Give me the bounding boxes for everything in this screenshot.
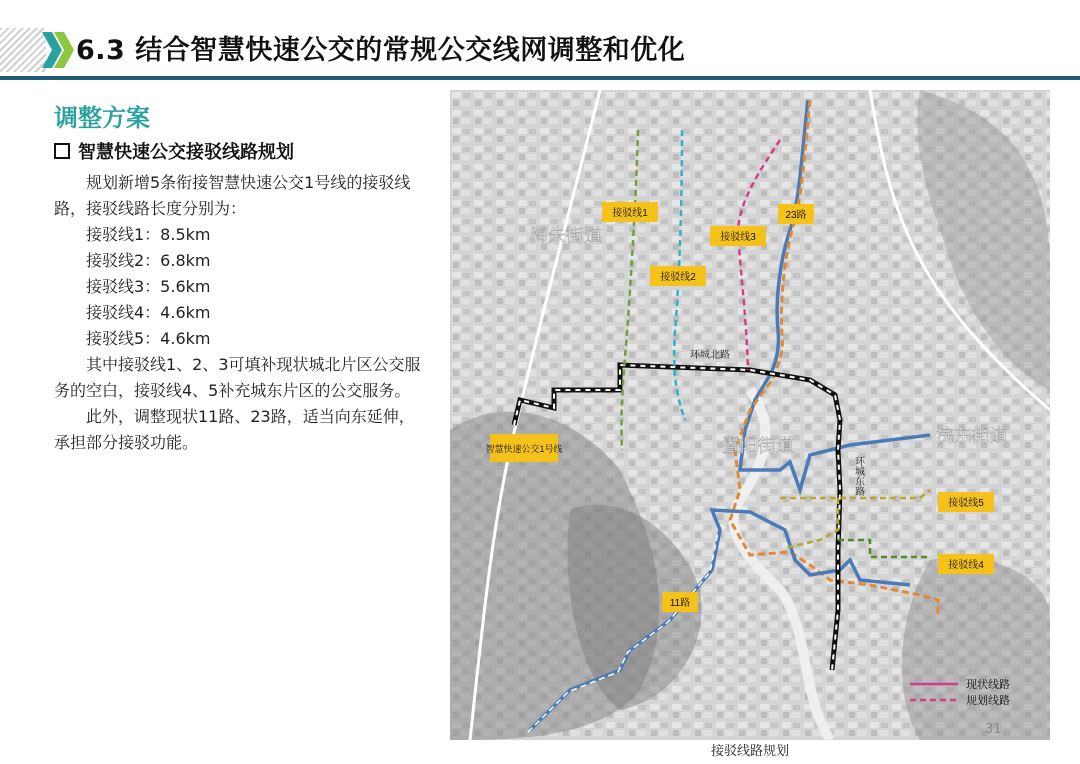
map-caption: 接驳线路规划 — [710, 744, 789, 759]
label-feeder-line-1-text: 接驳线1 — [612, 208, 648, 219]
legend-planned-label: 规划线路 — [966, 695, 1010, 707]
route-map-svg — [450, 90, 1050, 740]
spec-line-3: 接驳线3：5.6km — [86, 277, 211, 296]
label-feeder-line-5 — [938, 492, 994, 512]
header-chevron-icon — [40, 28, 76, 72]
spec-line-5: 接驳线5：4.6km — [86, 329, 211, 348]
district-label-jiyang: 暨阳街道 — [722, 436, 794, 456]
road-label-huancheng-east-text: 环城东路 — [852, 456, 864, 496]
district-label-huandong: 浣东街道 — [936, 426, 1008, 446]
label-brt-line-1-text: 智慧快速公交1号线 — [485, 444, 563, 454]
road-label-huancheng-east — [853, 456, 865, 497]
mountain-area-southeast — [902, 558, 1050, 741]
checkbox-square-icon — [54, 143, 70, 159]
adjustment-paragraph: 此外，调整现状11路、23路，适当向东延伸，承担部分接驳功能。 — [54, 407, 415, 452]
subsection-title — [54, 138, 294, 164]
label-route-11-text: 11路 — [669, 598, 691, 609]
intro-paragraph: 规划新增5条衔接智慧快速公交1号线的接驳线路，接驳线路长度分别为： — [54, 173, 411, 218]
label-route-23 — [778, 204, 814, 224]
spec-line-2: 接驳线2：6.8km — [86, 251, 211, 270]
road-label-huancheng-north: 环城北路 — [690, 350, 730, 361]
label-feeder-line-2-text: 接驳线2 — [660, 272, 696, 283]
page-title: 6.3 结合智慧快速公交的常规公交线网调整和优化 — [76, 35, 686, 66]
section-title: 调整方案 — [54, 104, 150, 132]
spec-line-4: 接驳线4：4.6km — [86, 303, 211, 322]
legend-existing-label: 现状线路 — [966, 679, 1010, 691]
subsection-label: 智慧快速公交接驳线路规划 — [78, 142, 294, 163]
coverage-paragraph: 其中接驳线1、2、3可填补现状城北片区公交服务的空白，接驳线4、5补充城东片区的公交服务。 — [54, 355, 421, 400]
label-feeder-line-2 — [650, 266, 706, 286]
label-brt-line-1 — [485, 434, 562, 462]
header-rule — [0, 76, 1080, 80]
page-number: 31 — [985, 722, 1002, 737]
spec-line-1: 接驳线1：8.5km — [86, 225, 211, 244]
label-feeder-line-4-text: 接驳线4 — [948, 560, 984, 571]
district-label-taozhu: 陶朱街道 — [530, 226, 602, 246]
label-feeder-line-3-text: 接驳线3 — [720, 232, 756, 243]
route-map — [450, 90, 1050, 740]
body-text — [54, 170, 424, 456]
label-feeder-line-3 — [710, 226, 766, 246]
label-feeder-line-4 — [938, 554, 994, 574]
label-route-23-text: 23路 — [785, 210, 807, 221]
label-feeder-line-1 — [602, 202, 658, 222]
label-feeder-line-5-text: 接驳线5 — [948, 498, 984, 509]
label-route-11 — [662, 592, 698, 612]
